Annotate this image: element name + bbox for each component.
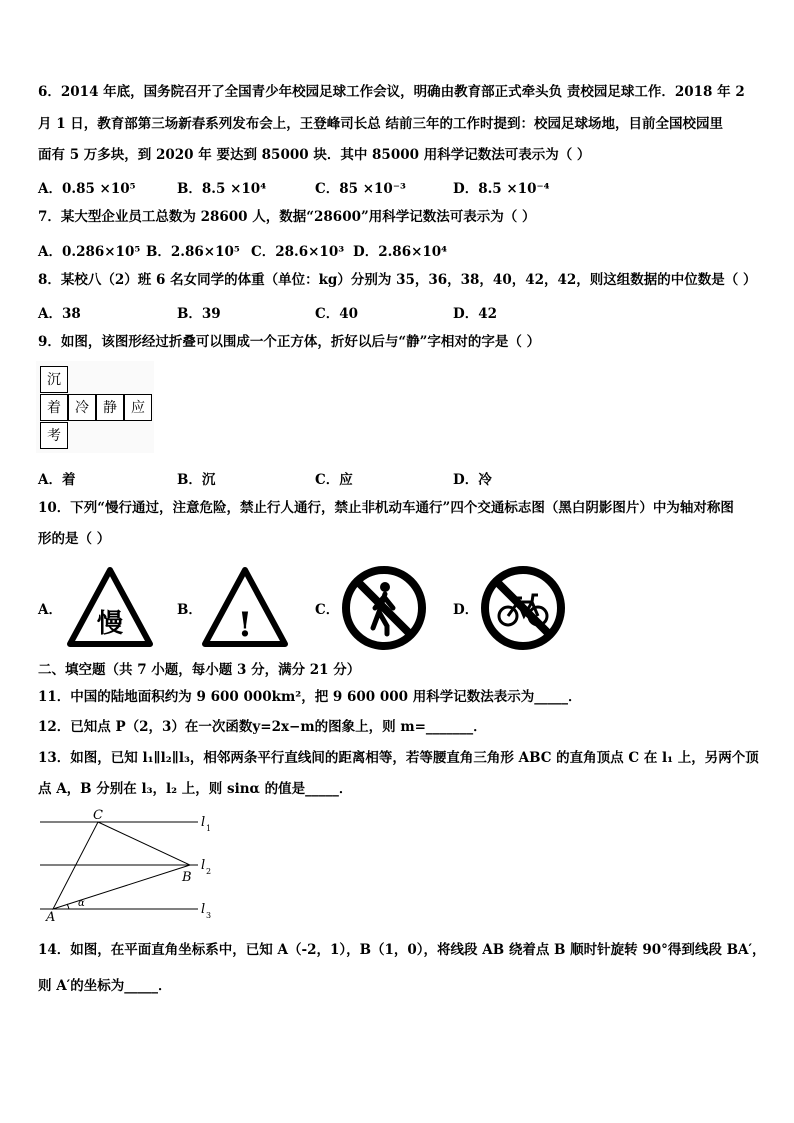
q6-option-d: D．8.5 ×10⁻⁴ (453, 181, 550, 197)
q9-option-b: B．沉 (177, 472, 216, 488)
net-cell-leng: 冷 (68, 394, 96, 421)
q6-option-b: B．8.5 ×10⁴ (177, 181, 267, 197)
l1-label: l (201, 815, 206, 830)
q7-option-b: B．2.86×10⁵ (146, 244, 240, 260)
q8-option-c: C．40 (315, 306, 359, 322)
l3-sub: 3 (206, 911, 212, 920)
q13-figure (36, 806, 226, 924)
q9-text: 9．如图，该图形经过折叠可以围成一个正方体，折好以后与“静”字相对的字是（ ） (38, 334, 541, 350)
q6-line2: 月 1 日，教育部第三场新春系列发布会上，王登峰司长总 结前三年的工作时提到：校园足球场地，目前全国校园里 (38, 116, 723, 132)
q9-option-c: C．应 (315, 472, 353, 488)
q7-option-d: D．2.86×10⁴ (353, 244, 448, 260)
point-c-label: C (93, 808, 103, 823)
net-cell-zhe: 着 (40, 394, 68, 421)
q10-letter-c: C． (315, 602, 340, 618)
l3-label: l (201, 902, 206, 917)
q10-line2: 形的是（ ） (38, 531, 111, 547)
q13-line2: 点 A，B 分别在 l₃，l₂ 上，则 sinα 的值是_____． (38, 781, 353, 797)
sign-danger-text: ! (237, 605, 253, 645)
q10-letter-d: D． (453, 602, 479, 618)
q6-line1: 6．2014 年底，国务院召开了全国青少年校园足球工作会议，明确由教育部正式牵头负 责校园足球工作．2018 年 2 (38, 84, 745, 100)
q6-option-a: A．0.85 ×10⁵ (38, 181, 136, 197)
q8-text: 8．某校八（2）班 6 名女同学的体重（单位：kg）分别为 35，36，38，40，42，42，则这组数据的中位数是（ ） (38, 272, 757, 288)
sign-slow-text: 慢 (96, 609, 124, 639)
sign-slow-triangle (66, 566, 154, 648)
sign-no-bicycle (478, 564, 568, 652)
net-cell-kao: 考 (40, 422, 68, 449)
q13-line1: 13．如图，已知 l₁∥l₂∥l₃，相邻两条平行直线间的距离相等，若等腰直角三角形 ABC 的直角顶点 C 在 l₁ 上，另两个顶 (38, 750, 759, 766)
q7-option-c: C．28.6×10³ (251, 244, 345, 260)
section-2-title: 二、填空题（共 7 小题，每小题 3 分，满分 21 分） (38, 662, 361, 678)
q14-line1: 14．如图，在平面直角坐标系中，已知 A（-2，1），B（1，0），将线段 AB 绕着点 B 顺时针旋转 90°得到线段 BA′， (38, 942, 766, 958)
net-cell-jing: 静 (96, 394, 124, 421)
sign-danger-triangle (201, 566, 289, 648)
q12-text: 12．已知点 P（2，3）在一次函数y=2x−m的图象上，则 m=_______． (38, 719, 487, 735)
l2-label: l (201, 858, 206, 873)
q8-option-b: B．39 (177, 306, 221, 322)
net-cell-ying: 应 (124, 394, 152, 421)
q7-option-a: A．0.286×10⁵ (38, 244, 141, 260)
alpha-label: α (78, 898, 85, 909)
q10-line1: 10．下列“慢行通过，注意危险，禁止行人通行，禁止非机动车通行”四个交通标志图（黑白阴影图片）中为轴对称图 (38, 500, 734, 516)
net-cell-chen: 沉 (40, 366, 68, 393)
l1-sub: 1 (206, 824, 212, 833)
q7-text: 7．某大型企业员工总数为 28600 人，数据“28600”用科学记数法可表示为（ ） (38, 209, 536, 225)
q8-option-d: D．42 (453, 306, 497, 322)
point-a-label: A (46, 910, 56, 924)
point-b-label: B (182, 870, 192, 885)
q6-option-c: C．85 ×10⁻³ (315, 181, 406, 197)
l2-sub: 2 (206, 867, 212, 876)
q10-letter-b: B． (177, 602, 202, 618)
q10-letter-a: A． (38, 602, 62, 618)
q9-option-a: A．着 (38, 472, 76, 488)
q9-option-d: D．冷 (453, 472, 492, 488)
q11-text: 11．中国的陆地面积约为 9 600 000km²，把 9 600 000 用科学记数法表示为_____． (38, 689, 582, 705)
sign-no-pedestrian (339, 564, 429, 652)
q6-line3: 面有 5 万多块，到 2020 年 要达到 85000 块．其中 85000 用科学记数法可表示为（ ） (38, 147, 591, 163)
q14-line2: 则 A′的坐标为_____． (38, 978, 172, 994)
q8-option-a: A．38 (38, 306, 81, 322)
